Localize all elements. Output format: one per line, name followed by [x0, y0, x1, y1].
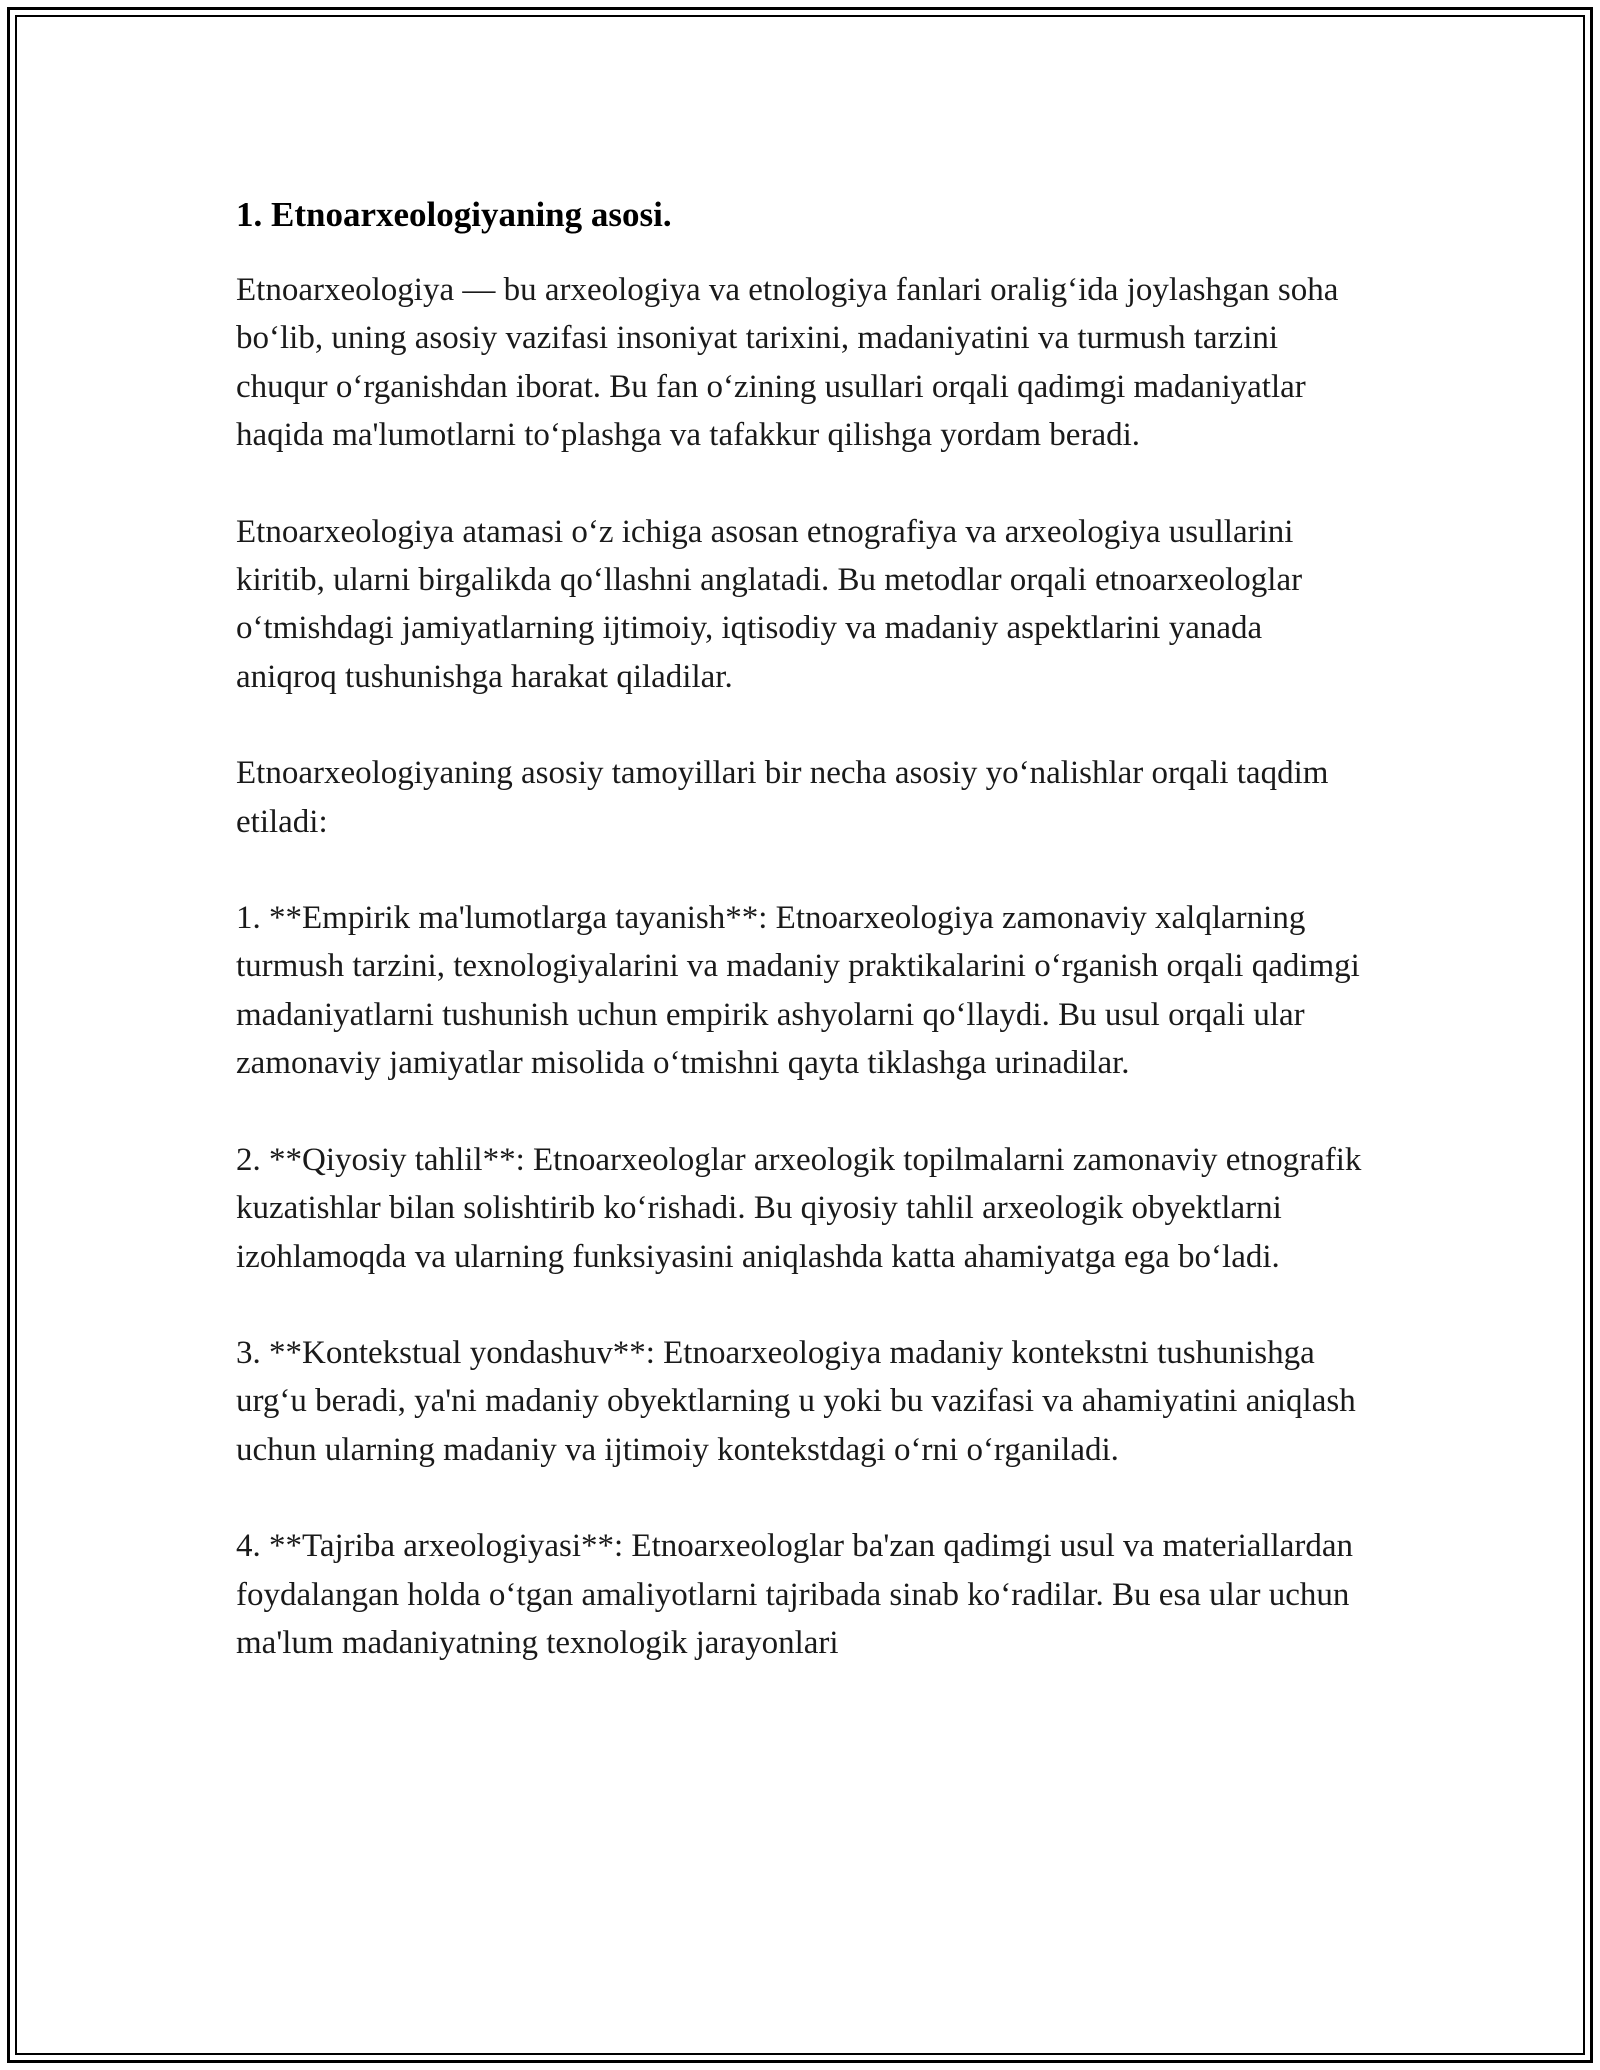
paragraph-intro: Etnoarxeologiya — bu arxeologiya va etnologiya fanlari oralig‘ida joylashgan soha bo‘lib, uning asosiy vazifasi insoniyat tarixini, madaniyatini va turmush tarzini chuqur o‘rganishdan iborat. Bu fan o‘zining usullari orqali qadimgi madaniyatlar haqida ma'lumotlarni to‘plashga va tafakkur qilishga yordam beradi. [236, 272, 1339, 454]
document-body [236, 188, 1366, 1715]
list-item-experimental: 4. **Tajriba arxeologiyasi**: Etnoarxeologlar ba'zan qadimgi usul va materiallardan foydalangan holda o‘tgan amaliyotlarni tajribada sinab ko‘radilar. Bu esa ular uchun ma'lum madaniyatning texnologik jarayonlari [236, 1528, 1354, 1661]
paragraph-term: Etnoarxeologiya atamasi o‘z ichiga asosan etnografiya va arxeologiya usullarini kiritib, ularni birgalikda qo‘llashni anglatadi. Bu metodlar orqali etnoarxeologlar o‘tmishdagi jamiyatlarning ijtimoiy, iqtisodiy va madaniy aspektlarini yanada aniqroq tushunishga harakat qiladilar. [236, 513, 1303, 695]
paragraph-principles-intro: Etnoarxeologiyaning asosiy tamoyillari bir necha asosiy yo‘nalishlar orqali taqdim etiladi: [236, 755, 1329, 840]
list-item-comparative: 2. **Qiyosiy tahlil**: Etnoarxeologlar arxeologik topilmalarni zamonaviy etnografik kuzatishlar bilan solishtirib ko‘rishadi. Bu qiyosiy tahlil arxeologik obyektlarni izohlamoqda va ularning funksiyasini aniqlashda katta ahamiyatga ega bo‘ladi. [236, 1141, 1362, 1275]
list-item-empirical: 1. **Empirik ma'lumotlarga tayanish**: Etnoarxeologiya zamonaviy xalqlarning turmush tarzini, texnologiyalarini va madaniy praktikalarini o‘rganish orqali qadimgi madaniyatlarni tushunish uchun empirik ashyolarni qo‘llaydi. Bu usul orqali ular zamonaviy jamiyatlar misolida o‘tmishni qayta tiklashga urinadilar. [236, 900, 1360, 1082]
section-heading: 1. Etnoarxeologiyaning asosi. [236, 195, 672, 234]
list-item-contextual: 3. **Kontekstual yondashuv**: Etnoarxeologiya madaniy kontekstni tushunishga urg‘u beradi, ya'ni madaniy obyektlarning u yoki bu vazifasi va ahamiyatini aniqlash uchun ularning madaniy va ijtimoiy kontekstdagi o‘rni o‘rganiladi. [236, 1334, 1356, 1468]
